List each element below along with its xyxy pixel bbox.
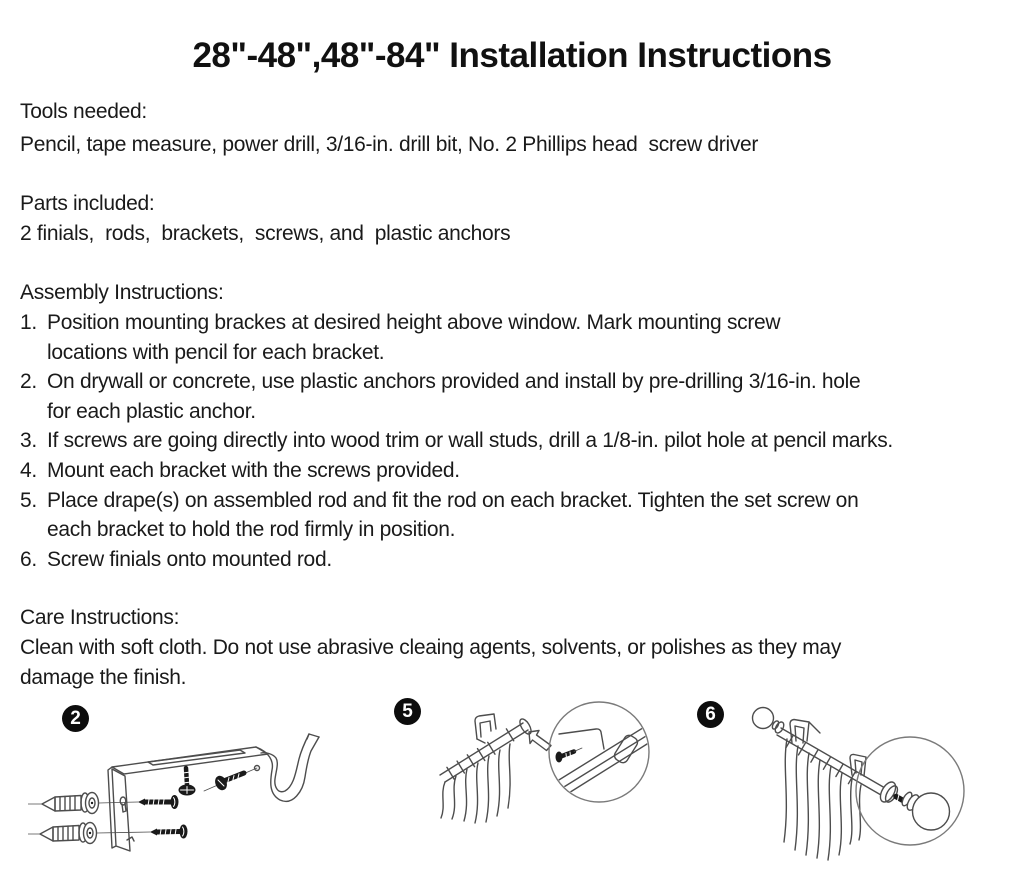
step-text: locations with pencil for each bracket. (47, 340, 385, 364)
step-text: Position mounting brackes at desired height above window. Mark mounting screw (47, 311, 781, 334)
step-number: 5. (20, 488, 37, 512)
finial-detail (877, 779, 949, 830)
curtain-rod (777, 728, 885, 795)
assembly-step-4 (20, 456, 1010, 486)
step-number: 4. (20, 458, 37, 482)
step-text: On drywall or concrete, use plastic anchors provided and install by pre-drilling 3/16-in. hole (47, 370, 861, 394)
tools-body: Pencil, tape measure, power drill, 3/16-in. drill bit, No. 2 Phillips head screw driver (20, 133, 759, 156)
assembly-step-3 (20, 426, 1010, 456)
curtain-rod (440, 717, 533, 782)
diagonal-screw (213, 773, 244, 792)
plastic-anchor (42, 793, 99, 814)
figure-bracket-mounting (28, 690, 368, 871)
assembly-heading: Assembly Instructions: (20, 281, 224, 304)
step-badge-5: 5 (394, 698, 421, 725)
page-title: 28"-48",48"-84" Installation Instructions (192, 36, 832, 76)
magnifier-circle (856, 737, 964, 845)
step-text: each bracket to hold the rod firmly in position. (47, 518, 456, 542)
step-badge-6: 6 (697, 701, 724, 728)
bracket (108, 734, 319, 851)
step-number: 6. (20, 547, 37, 571)
figure-rod-on-bracket (383, 690, 681, 871)
assembly-step-1 (20, 308, 1010, 367)
assembly-step-5 (20, 486, 1010, 545)
wall-bracket (475, 714, 496, 743)
assembly-step-2 (20, 367, 1010, 426)
assembly-steps (20, 308, 1010, 574)
step-badge-2: 2 (62, 705, 89, 732)
tools-heading: Tools needed: (20, 100, 147, 123)
care-heading: Care Instructions: (20, 606, 180, 629)
pointer-arrow-icon (529, 731, 551, 751)
step-text: for each plastic anchor. (47, 399, 256, 423)
step-text: If screws are going directly into wood trim or wall studs, drill a 1/8-in. pilot hole at pencil marks. (47, 429, 893, 453)
mounting-screw (150, 825, 188, 839)
vertical-screw (179, 768, 196, 796)
plastic-anchor (40, 823, 97, 844)
step-number: 1. (20, 311, 37, 334)
step-text: Mount each bracket with the screws provided. (47, 458, 460, 482)
step-text: Place drape(s) on assembled rod and fit the rod on each bracket. Tighten the set screw on (47, 488, 859, 512)
step-number: 2. (20, 370, 37, 394)
finial-ball (753, 708, 786, 735)
assembly-step-6 (20, 545, 1010, 575)
finial-rod-illustration (686, 692, 1024, 871)
parts-body: 2 finials, rods, brackets, screws, and plastic anchors (20, 222, 511, 245)
mounting-screw (138, 795, 179, 809)
rod-drape-set-screw-illustration (383, 690, 681, 871)
step-number: 3. (20, 429, 37, 453)
curtain-drape (441, 744, 510, 823)
step-text: Screw finials onto mounted rod. (47, 547, 332, 571)
set-screw-detail (554, 726, 655, 796)
bracket-anchors-screws-illustration (28, 690, 368, 871)
parts-heading: Parts included: (20, 192, 155, 215)
figure-finial-attachment (686, 692, 1024, 871)
wall-bracket (790, 720, 820, 744)
care-body: Clean with soft cloth. Do not use abrasive cleaing agents, solvents, or polishes as they may damage the finish. (20, 636, 842, 689)
